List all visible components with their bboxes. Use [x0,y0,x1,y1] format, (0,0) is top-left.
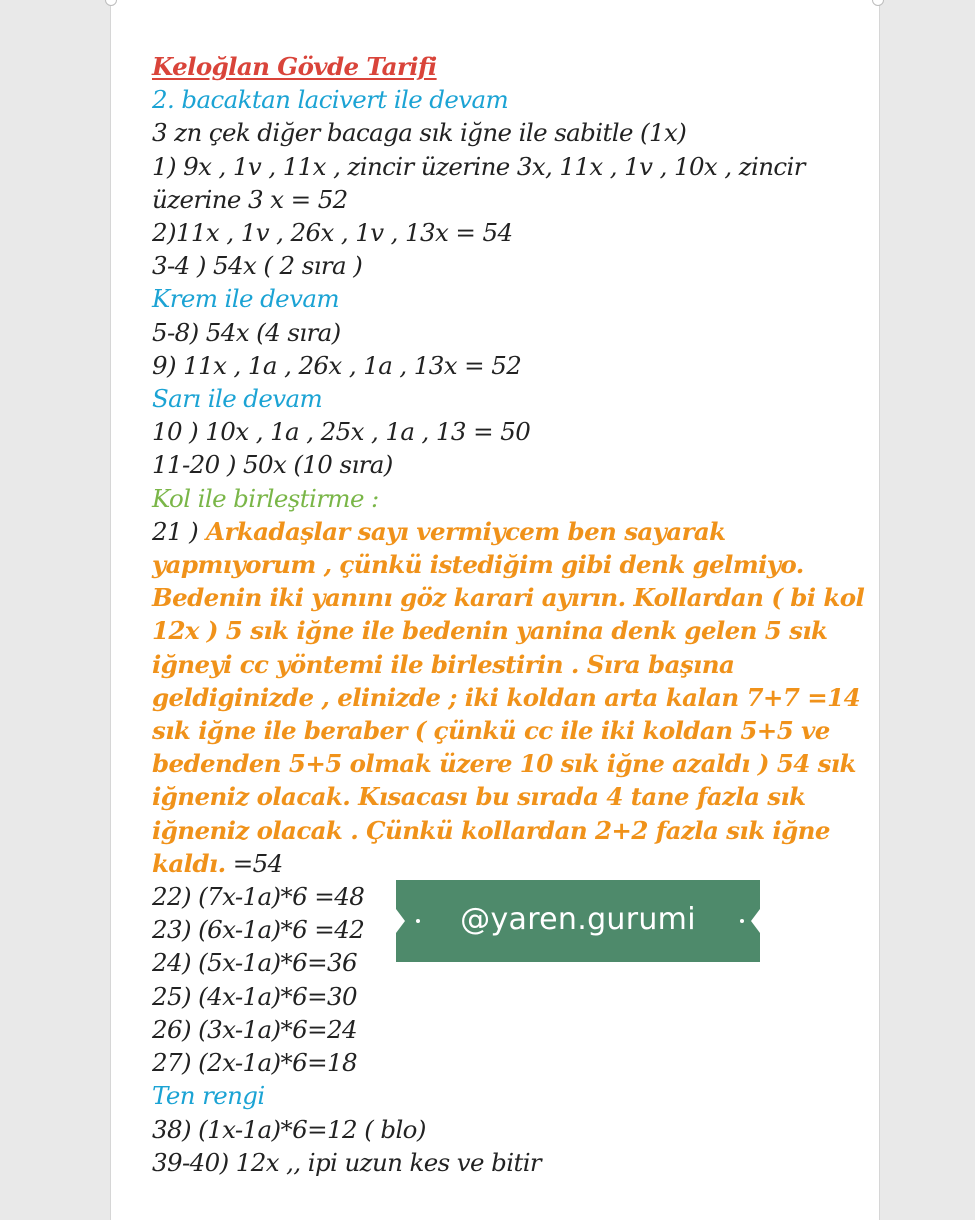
row-number: 21 ) [152,516,199,546]
instruction-line: 23) (6x-1a)*6 =42 [152,915,365,945]
note-paragraph-line [152,515,842,548]
instruction-line: 3 zn çek diğer bacaga sık iğne ile sabitle (1x) [152,118,687,148]
note-text: iğneyi cc yöntemi ile birlestirin . Sıra başına [152,649,735,679]
instruction-line: 25) (4x-1a)*6=30 [152,981,358,1011]
recipe-text [152,50,865,1179]
note-text: bedenden 5+5 olmak üzere 10 sık iğne azaldı ) 54 sık [152,749,856,779]
note-text: 12x ) 5 sık iğne ile bedenin yanina denk gelen 5 sık [152,616,828,646]
instruction-line: 5-8) 54x (4 sıra) [152,317,341,347]
note-text: Arkadaşlar sayı vermiycem ben sayarak [198,516,726,546]
stitch-total: =54 [225,848,283,878]
section-heading: Kol ile birleştirme : [152,483,379,513]
note-text: iğneniz olacak . Çünkü kollardan 2+2 fazla sık iğne [152,815,830,845]
section-heading: 2. bacaktan lacivert ile devam [152,85,509,115]
instruction-line: 1) 9x , 1v , 11x , zincir üzerine 3x, 11x , 1v , 10x , zincir [152,151,805,181]
instruction-line: 24) (5x-1a)*6=36 [152,948,358,978]
note-text: sık iğne ile beraber ( çünkü cc ile iki koldan 5+5 ve [152,716,830,746]
instruction-line: 22) (7x-1a)*6 =48 [152,882,365,912]
banner-dot-icon [740,919,744,923]
instruction-line: 11-20 ) 50x (10 sıra) [152,450,393,480]
section-heading: Ten rengi [152,1081,265,1111]
watermark-label: @yaren.gurumi [460,902,696,937]
note-text: geldiginizde , elinizde ; iki koldan arta kalan 7+7 =14 [152,682,861,712]
watermark-banner [396,880,760,962]
section-heading: Sarı ile devam [152,384,323,414]
instruction-line: 38) (1x-1a)*6=12 ( blo) [152,1114,426,1144]
recipe-title: Keloğlan Gövde Tarifi [152,52,437,81]
instruction-line: 2)11x , 1v , 26x , 1v , 13x = 54 [152,218,513,248]
instruction-line: 39-40) 12x ,, ipi uzun kes ve bitir [152,1147,542,1177]
instruction-line: 9) 11x , 1a , 26x , 1a , 13x = 52 [152,350,522,380]
note-text: iğneniz olacak. Kısacası bu sırada 4 tane fazla sık [152,782,806,812]
instruction-line: 10 ) 10x , 1a , 25x , 1a , 13 = 50 [152,417,531,447]
note-text: kaldı. [152,848,226,878]
note-paragraph-line [152,847,842,880]
note-text: yapmıyorum , çünkü istediğim gibi denk gelmiyo. [152,550,804,580]
instruction-line: 3-4 ) 54x ( 2 sıra ) [152,251,363,281]
instruction-line: 26) (3x-1a)*6=24 [152,1014,358,1044]
instruction-line: üzerine 3 x = 52 [152,184,348,214]
note-text: Bedenin iki yanını göz karari ayırın. Kollardan ( bi kol [152,583,865,613]
instruction-line: 27) (2x-1a)*6=18 [152,1048,358,1078]
section-heading: Krem ile devam [152,284,339,314]
